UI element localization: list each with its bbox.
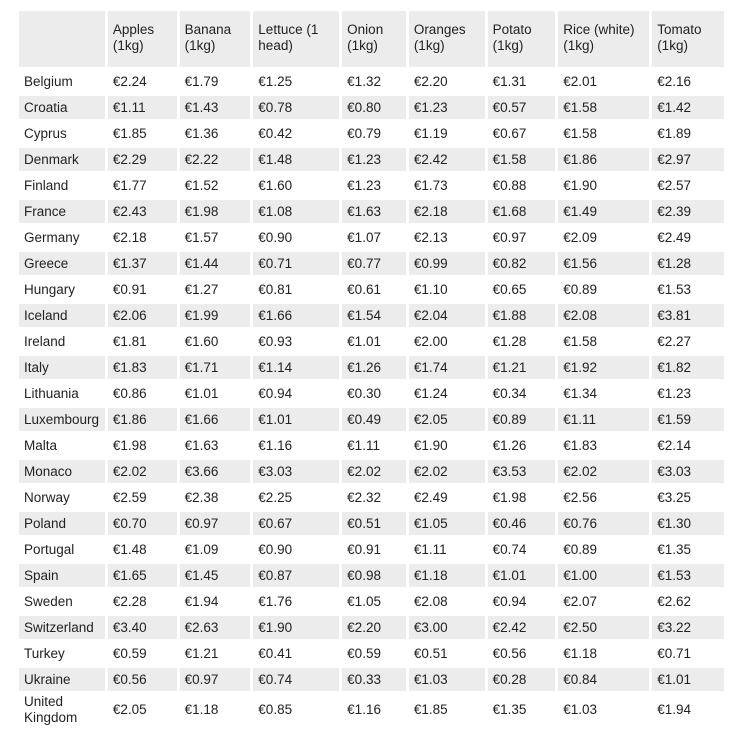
- price-cell: €1.76: [253, 590, 339, 613]
- price-cell: €0.97: [488, 226, 556, 249]
- price-cell: €1.44: [180, 252, 251, 275]
- price-cell: €1.18: [558, 642, 649, 665]
- price-cell: €1.43: [180, 96, 251, 119]
- price-cell: €0.89: [558, 538, 649, 561]
- price-cell: €0.59: [342, 642, 406, 665]
- header-cell-country: [19, 11, 105, 67]
- price-cell: €0.91: [342, 538, 406, 561]
- header-cell: Tomato (1kg): [652, 11, 724, 67]
- country-cell: Turkey: [19, 642, 105, 665]
- price-cell: €1.85: [108, 122, 177, 145]
- price-cell: €1.98: [180, 200, 251, 223]
- price-cell: €0.33: [342, 668, 406, 691]
- price-cell: €0.81: [253, 278, 339, 301]
- header-cell: Rice (white) (1kg): [558, 11, 649, 67]
- price-cell: €0.94: [488, 590, 556, 613]
- price-cell: €2.09: [558, 226, 649, 249]
- table-row: [19, 356, 724, 379]
- price-cell: €1.56: [558, 252, 649, 275]
- price-cell: €1.60: [253, 174, 339, 197]
- price-cell: €2.25: [253, 486, 339, 509]
- price-cell: €0.93: [253, 330, 339, 353]
- table-row: [19, 408, 724, 431]
- price-cell: €1.09: [180, 538, 251, 561]
- price-cell: €1.28: [652, 252, 724, 275]
- price-cell: €0.67: [253, 512, 339, 535]
- price-cell: €1.59: [652, 408, 724, 431]
- price-cell: €0.94: [253, 382, 339, 405]
- price-cell: €2.20: [409, 70, 485, 93]
- price-cell: €1.98: [488, 486, 556, 509]
- price-cell: €1.16: [253, 434, 339, 457]
- price-cell: €0.85: [253, 694, 339, 726]
- price-cell: €1.23: [409, 96, 485, 119]
- country-cell: Ireland: [19, 330, 105, 353]
- country-cell: Cyprus: [19, 122, 105, 145]
- price-cell: €1.74: [409, 356, 485, 379]
- price-cell: €2.28: [108, 590, 177, 613]
- price-cell: €1.53: [652, 278, 724, 301]
- price-cell: €3.03: [652, 460, 724, 483]
- price-cell: €0.51: [409, 642, 485, 665]
- price-cell: €0.65: [488, 278, 556, 301]
- price-cell: €1.01: [652, 668, 724, 691]
- table-row: [19, 252, 724, 275]
- price-cell: €0.77: [342, 252, 406, 275]
- header-cell: Apples (1kg): [108, 11, 177, 67]
- table-row: [19, 382, 724, 405]
- price-cell: €1.63: [180, 434, 251, 457]
- price-cell: €1.58: [558, 122, 649, 145]
- country-cell: Norway: [19, 486, 105, 509]
- price-cell: €2.05: [108, 694, 177, 726]
- price-cell: €3.40: [108, 616, 177, 639]
- price-cell: €1.11: [108, 96, 177, 119]
- price-cell: €1.90: [409, 434, 485, 457]
- price-cell: €0.89: [488, 408, 556, 431]
- price-cell: €0.76: [558, 512, 649, 535]
- country-cell: France: [19, 200, 105, 223]
- price-cell: €1.83: [558, 434, 649, 457]
- price-cell: €1.25: [253, 70, 339, 93]
- table-row: [19, 564, 724, 587]
- table-header: [19, 11, 724, 67]
- country-cell: Spain: [19, 564, 105, 587]
- country-cell: Malta: [19, 434, 105, 457]
- price-cell: €1.01: [488, 564, 556, 587]
- price-cell: €1.08: [253, 200, 339, 223]
- price-cell: €1.05: [342, 590, 406, 613]
- table-row: [19, 174, 724, 197]
- price-cell: €2.22: [180, 148, 251, 171]
- table-body: [19, 70, 724, 726]
- table-row: [19, 460, 724, 483]
- price-cell: €1.21: [180, 642, 251, 665]
- price-cell: €0.90: [253, 226, 339, 249]
- price-cell: €2.38: [180, 486, 251, 509]
- price-cell: €2.42: [409, 148, 485, 171]
- country-cell: Italy: [19, 356, 105, 379]
- price-cell: €1.89: [652, 122, 724, 145]
- price-cell: €0.98: [342, 564, 406, 587]
- price-cell: €1.86: [558, 148, 649, 171]
- price-cell: €1.34: [558, 382, 649, 405]
- header-cell: Potato (1kg): [488, 11, 556, 67]
- price-cell: €0.56: [488, 642, 556, 665]
- price-cell: €2.02: [108, 460, 177, 483]
- price-cell: €1.66: [253, 304, 339, 327]
- price-cell: €2.20: [342, 616, 406, 639]
- table-row: [19, 668, 724, 691]
- price-cell: €0.99: [409, 252, 485, 275]
- price-cell: €0.80: [342, 96, 406, 119]
- price-cell: €1.98: [108, 434, 177, 457]
- country-cell: Portugal: [19, 538, 105, 561]
- price-cell: €2.24: [108, 70, 177, 93]
- price-cell: €1.16: [342, 694, 406, 726]
- price-cell: €1.90: [253, 616, 339, 639]
- price-cell: €0.34: [488, 382, 556, 405]
- price-cell: €1.23: [342, 174, 406, 197]
- price-cell: €2.49: [409, 486, 485, 509]
- price-cell: €0.67: [488, 122, 556, 145]
- price-cell: €2.18: [409, 200, 485, 223]
- table-row: [19, 96, 724, 119]
- price-cell: €1.28: [488, 330, 556, 353]
- price-cell: €1.52: [180, 174, 251, 197]
- price-cell: €1.14: [253, 356, 339, 379]
- price-cell: €2.05: [409, 408, 485, 431]
- table-row: [19, 642, 724, 665]
- price-cell: €0.90: [253, 538, 339, 561]
- header-cell: Banana (1kg): [180, 11, 251, 67]
- price-cell: €2.50: [558, 616, 649, 639]
- price-cell: €1.23: [652, 382, 724, 405]
- price-cell: €1.11: [409, 538, 485, 561]
- header-cell: Lettuce (1 head): [253, 11, 339, 67]
- country-cell: United Kingdom: [19, 694, 105, 726]
- price-cell: €0.49: [342, 408, 406, 431]
- price-cell: €0.89: [558, 278, 649, 301]
- price-cell: €1.94: [180, 590, 251, 613]
- table-row: [19, 330, 724, 353]
- price-cell: €2.07: [558, 590, 649, 613]
- price-cell: €2.27: [652, 330, 724, 353]
- price-cell: €1.11: [342, 434, 406, 457]
- price-cell: €1.86: [108, 408, 177, 431]
- price-cell: €1.11: [558, 408, 649, 431]
- table-row: [19, 590, 724, 613]
- country-cell: Monaco: [19, 460, 105, 483]
- price-cell: €0.74: [253, 668, 339, 691]
- price-cell: €1.00: [558, 564, 649, 587]
- price-cell: €0.97: [180, 668, 251, 691]
- price-cell: €1.54: [342, 304, 406, 327]
- price-cell: €1.65: [108, 564, 177, 587]
- price-cell: €0.97: [180, 512, 251, 535]
- price-cell: €2.08: [409, 590, 485, 613]
- price-cell: €0.70: [108, 512, 177, 535]
- price-cell: €1.58: [558, 96, 649, 119]
- price-cell: €1.88: [488, 304, 556, 327]
- price-cell: €0.61: [342, 278, 406, 301]
- price-cell: €1.66: [180, 408, 251, 431]
- table-row: [19, 122, 724, 145]
- price-cell: €1.19: [409, 122, 485, 145]
- table-row: [19, 616, 724, 639]
- price-cell: €1.24: [409, 382, 485, 405]
- price-cell: €1.83: [108, 356, 177, 379]
- country-cell: Iceland: [19, 304, 105, 327]
- price-cell: €1.45: [180, 564, 251, 587]
- price-cell: €0.71: [652, 642, 724, 665]
- country-cell: Switzerland: [19, 616, 105, 639]
- price-cell: €2.08: [558, 304, 649, 327]
- price-cell: €1.10: [409, 278, 485, 301]
- price-cell: €3.53: [488, 460, 556, 483]
- price-cell: €0.46: [488, 512, 556, 535]
- price-cell: €2.49: [652, 226, 724, 249]
- header-row: [19, 11, 724, 67]
- price-cell: €2.04: [409, 304, 485, 327]
- price-cell: €1.49: [558, 200, 649, 223]
- price-cell: €0.71: [253, 252, 339, 275]
- price-cell: €0.28: [488, 668, 556, 691]
- price-cell: €1.07: [342, 226, 406, 249]
- country-cell: Sweden: [19, 590, 105, 613]
- price-cell: €0.59: [108, 642, 177, 665]
- price-cell: €2.18: [108, 226, 177, 249]
- price-cell: €2.02: [409, 460, 485, 483]
- price-cell: €3.66: [180, 460, 251, 483]
- price-cell: €0.82: [488, 252, 556, 275]
- country-cell: Poland: [19, 512, 105, 535]
- price-table: [16, 8, 727, 729]
- table-row: [19, 70, 724, 93]
- price-cell: €1.63: [342, 200, 406, 223]
- price-cell: €1.32: [342, 70, 406, 93]
- price-cell: €2.02: [558, 460, 649, 483]
- price-cell: €0.86: [108, 382, 177, 405]
- price-cell: €1.92: [558, 356, 649, 379]
- price-cell: €3.22: [652, 616, 724, 639]
- price-cell: €1.35: [652, 538, 724, 561]
- price-cell: €2.14: [652, 434, 724, 457]
- price-cell: €1.18: [409, 564, 485, 587]
- price-cell: €1.23: [342, 148, 406, 171]
- header-cell: Onion (1kg): [342, 11, 406, 67]
- price-cell: €0.88: [488, 174, 556, 197]
- price-cell: €2.56: [558, 486, 649, 509]
- country-cell: Lithuania: [19, 382, 105, 405]
- country-cell: Greece: [19, 252, 105, 275]
- price-cell: €1.57: [180, 226, 251, 249]
- price-cell: €1.01: [342, 330, 406, 353]
- price-cell: €1.27: [180, 278, 251, 301]
- price-cell: €2.42: [488, 616, 556, 639]
- price-cell: €0.56: [108, 668, 177, 691]
- price-cell: €1.35: [488, 694, 556, 726]
- price-cell: €0.51: [342, 512, 406, 535]
- price-cell: €2.06: [108, 304, 177, 327]
- country-cell: Hungary: [19, 278, 105, 301]
- price-cell: €2.63: [180, 616, 251, 639]
- price-cell: €1.82: [652, 356, 724, 379]
- price-cell: €3.03: [253, 460, 339, 483]
- table-row: [19, 148, 724, 171]
- price-cell: €0.79: [342, 122, 406, 145]
- price-cell: €0.84: [558, 668, 649, 691]
- price-cell: €2.97: [652, 148, 724, 171]
- price-cell: €1.60: [180, 330, 251, 353]
- price-cell: €1.48: [108, 538, 177, 561]
- price-cell: €1.94: [652, 694, 724, 726]
- price-cell: €2.29: [108, 148, 177, 171]
- price-cell: €0.42: [253, 122, 339, 145]
- price-cell: €0.91: [108, 278, 177, 301]
- price-cell: €1.68: [488, 200, 556, 223]
- price-cell: €2.01: [558, 70, 649, 93]
- price-cell: €2.13: [409, 226, 485, 249]
- price-cell: €2.57: [652, 174, 724, 197]
- price-cell: €1.58: [558, 330, 649, 353]
- table-row: [19, 226, 724, 249]
- table-row: [19, 512, 724, 535]
- price-cell: €3.25: [652, 486, 724, 509]
- price-cell: €1.05: [409, 512, 485, 535]
- price-cell: €0.30: [342, 382, 406, 405]
- price-cell: €2.43: [108, 200, 177, 223]
- price-cell: €1.36: [180, 122, 251, 145]
- country-cell: Luxembourg: [19, 408, 105, 431]
- price-cell: €1.30: [652, 512, 724, 535]
- price-cell: €1.03: [409, 668, 485, 691]
- country-cell: Ukraine: [19, 668, 105, 691]
- price-cell: €1.79: [180, 70, 251, 93]
- price-cell: €1.85: [409, 694, 485, 726]
- price-cell: €1.26: [488, 434, 556, 457]
- price-cell: €3.00: [409, 616, 485, 639]
- table-row: [19, 434, 724, 457]
- price-cell: €3.81: [652, 304, 724, 327]
- country-cell: Belgium: [19, 70, 105, 93]
- table-row: [19, 278, 724, 301]
- price-cell: €1.48: [253, 148, 339, 171]
- price-cell: €1.71: [180, 356, 251, 379]
- price-cell: €0.57: [488, 96, 556, 119]
- country-cell: Finland: [19, 174, 105, 197]
- price-cell: €2.39: [652, 200, 724, 223]
- price-cell: €0.41: [253, 642, 339, 665]
- price-cell: €2.62: [652, 590, 724, 613]
- price-cell: €1.26: [342, 356, 406, 379]
- table-row: [19, 538, 724, 561]
- price-cell: €1.01: [253, 408, 339, 431]
- header-cell: Oranges (1kg): [409, 11, 485, 67]
- table-row: [19, 304, 724, 327]
- price-cell: €2.59: [108, 486, 177, 509]
- price-cell: €1.90: [558, 174, 649, 197]
- country-cell: Denmark: [19, 148, 105, 171]
- price-cell: €1.81: [108, 330, 177, 353]
- price-cell: €1.37: [108, 252, 177, 275]
- price-cell: €1.53: [652, 564, 724, 587]
- price-cell: €1.99: [180, 304, 251, 327]
- price-cell: €1.42: [652, 96, 724, 119]
- price-cell: €2.02: [342, 460, 406, 483]
- price-cell: €1.01: [180, 382, 251, 405]
- table-row: [19, 694, 724, 726]
- price-cell: €1.21: [488, 356, 556, 379]
- price-cell: €2.00: [409, 330, 485, 353]
- price-cell: €1.77: [108, 174, 177, 197]
- country-cell: Croatia: [19, 96, 105, 119]
- table-row: [19, 200, 724, 223]
- price-cell: €2.16: [652, 70, 724, 93]
- price-cell: €1.31: [488, 70, 556, 93]
- price-cell: €1.18: [180, 694, 251, 726]
- price-cell: €0.78: [253, 96, 339, 119]
- price-cell: €1.73: [409, 174, 485, 197]
- price-cell: €1.58: [488, 148, 556, 171]
- price-cell: €2.32: [342, 486, 406, 509]
- price-cell: €1.03: [558, 694, 649, 726]
- country-cell: Germany: [19, 226, 105, 249]
- price-cell: €0.87: [253, 564, 339, 587]
- table-row: [19, 486, 724, 509]
- price-cell: €0.74: [488, 538, 556, 561]
